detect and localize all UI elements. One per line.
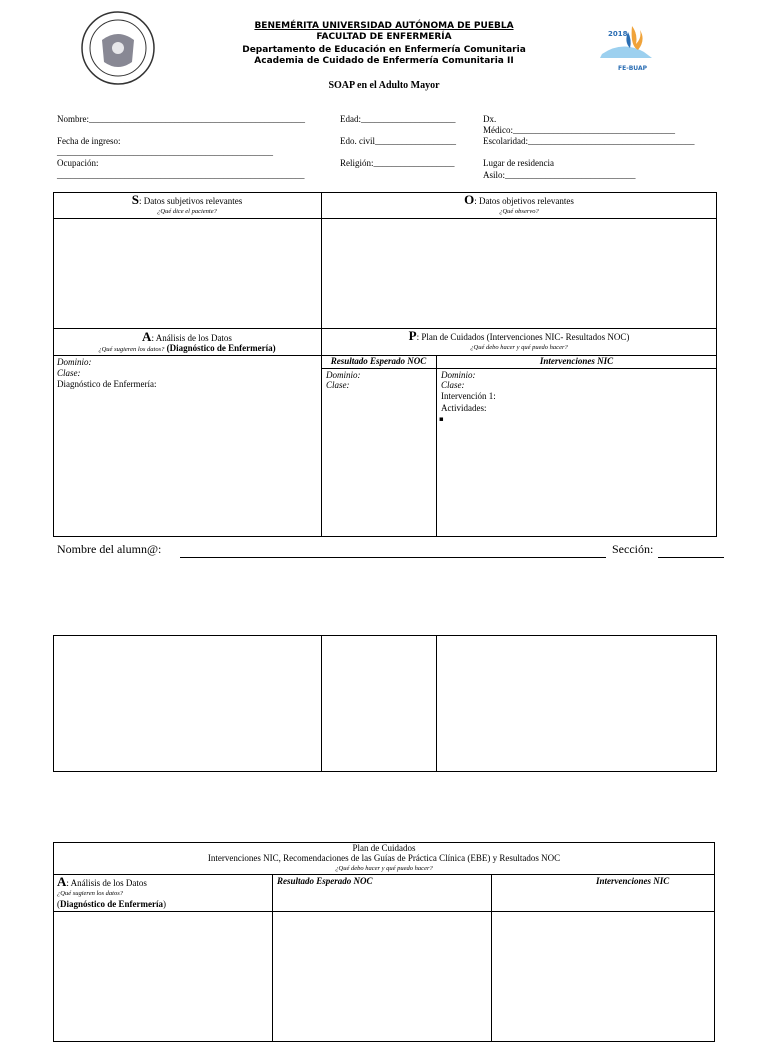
a-section-header: A: Análisis de los Datos bbox=[142, 329, 232, 344]
field-medico[interactable]: Médico:____________________________________ bbox=[483, 125, 675, 135]
field-edad[interactable]: Edad:_____________________ bbox=[340, 114, 456, 124]
s-section-question: ¿Qué dice el paciente? bbox=[157, 208, 217, 215]
faculty-name: FACULTAD DE ENFERMERÍA bbox=[316, 32, 452, 42]
plan2-noc-header: Resultado Esperado NOC bbox=[277, 876, 373, 886]
student-name-line[interactable] bbox=[180, 557, 606, 558]
plan2-noc-content[interactable] bbox=[273, 912, 490, 1022]
p-section-question: ¿Qué debo hacer y qué puedo hacer? bbox=[470, 344, 568, 351]
noc-column-header: Resultado Esperado NOC bbox=[330, 356, 427, 366]
logo-text: FE-BUAP bbox=[618, 65, 647, 72]
academy-name: Academia de Cuidado de Enfermería Comunitaria II bbox=[254, 56, 514, 66]
care-plan-title: Plan de Cuidados bbox=[352, 843, 416, 853]
field-dx[interactable]: Dx. bbox=[483, 114, 497, 124]
noc-dominio[interactable]: Dominio: bbox=[326, 370, 361, 380]
a-section-question: ¿Qué sugieren los datos? (Diagnóstico de Enfermería) bbox=[98, 343, 276, 353]
nic-column-header: Intervenciones NIC bbox=[539, 356, 614, 366]
plan2-nic-header: Intervenciones NIC bbox=[596, 876, 670, 886]
s-section-header: S: Datos subjetivos relevantes bbox=[131, 192, 243, 207]
department-name: Departamento de Educación en Enfermería Comunitaria bbox=[242, 45, 526, 55]
field-religion[interactable]: Religión:__________________ bbox=[340, 158, 455, 168]
plan2-nic-content[interactable] bbox=[492, 912, 714, 1022]
field-asilo[interactable]: Asilo:_____________________________ bbox=[483, 170, 636, 180]
o-section-header: O: Datos objetivos relevantes bbox=[464, 192, 574, 207]
a-clase[interactable]: Clase: bbox=[57, 368, 81, 378]
noc-clase[interactable]: Clase: bbox=[326, 380, 350, 390]
plan2-a-diagnostico: (Diagnóstico de Enfermería) bbox=[57, 899, 166, 909]
plan2-a-content[interactable] bbox=[54, 912, 271, 1022]
field-edo-civil[interactable]: Edo. civil__________________ bbox=[340, 136, 456, 146]
nic-intervencion[interactable]: Intervención 1: bbox=[441, 391, 496, 401]
nic-clase[interactable]: Clase: bbox=[441, 380, 465, 390]
field-fecha-line: ________________________________________________ bbox=[57, 147, 273, 157]
page-title: SOAP en el Adulto Mayor bbox=[328, 80, 440, 91]
s-content-area[interactable] bbox=[54, 219, 320, 327]
field-fecha-ingreso[interactable]: Fecha de ingreso: bbox=[57, 136, 121, 146]
section-line[interactable] bbox=[658, 557, 724, 558]
o-content-area[interactable] bbox=[322, 219, 716, 327]
a-diagnostico[interactable]: Diagnóstico de Enfermería: bbox=[57, 379, 157, 389]
field-escolaridad[interactable]: Escolaridad:_____________________________________ bbox=[483, 136, 695, 146]
plan2-a-header: A: Análisis de los Datos bbox=[57, 874, 147, 889]
empty-table bbox=[53, 635, 717, 772]
care-plan-subtitle: Intervenciones NIC, Recomendaciones de las Guías de Práctica Clínica (EBE) y Resultados NOC bbox=[207, 853, 561, 863]
logo-year: 2018 bbox=[608, 30, 628, 38]
a-dominio[interactable]: Dominio: bbox=[57, 357, 92, 367]
field-ocupacion[interactable]: Ocupación: bbox=[57, 158, 99, 168]
nic-bullet: ▪ bbox=[439, 415, 444, 423]
nic-dominio[interactable]: Dominio: bbox=[441, 370, 476, 380]
student-name-label: Nombre del alumn@: bbox=[57, 542, 162, 556]
o-section-question: ¿Qué observo? bbox=[499, 208, 539, 215]
nic-actividades[interactable]: Actividades: bbox=[441, 403, 487, 413]
field-nombre[interactable]: Nombre:________________________________________________ bbox=[57, 114, 305, 124]
plan2-a-question: ¿Qué sugieren los datos? bbox=[57, 890, 124, 897]
p-section-header: P: Plan de Cuidados (Intervenciones NIC- Resultados NOC) bbox=[408, 328, 630, 343]
care-plan-question: ¿Qué debo hacer y qué puedo hacer? bbox=[335, 865, 433, 872]
section-label: Sección: bbox=[612, 542, 654, 556]
university-name: BENEMÉRITA UNIVERSIDAD AUTÓNOMA DE PUEBLA bbox=[254, 21, 514, 31]
field-ocupacion-line: _______________________________________________________ bbox=[57, 170, 305, 180]
field-lugar-residencia[interactable]: Lugar de residencia bbox=[483, 158, 554, 168]
